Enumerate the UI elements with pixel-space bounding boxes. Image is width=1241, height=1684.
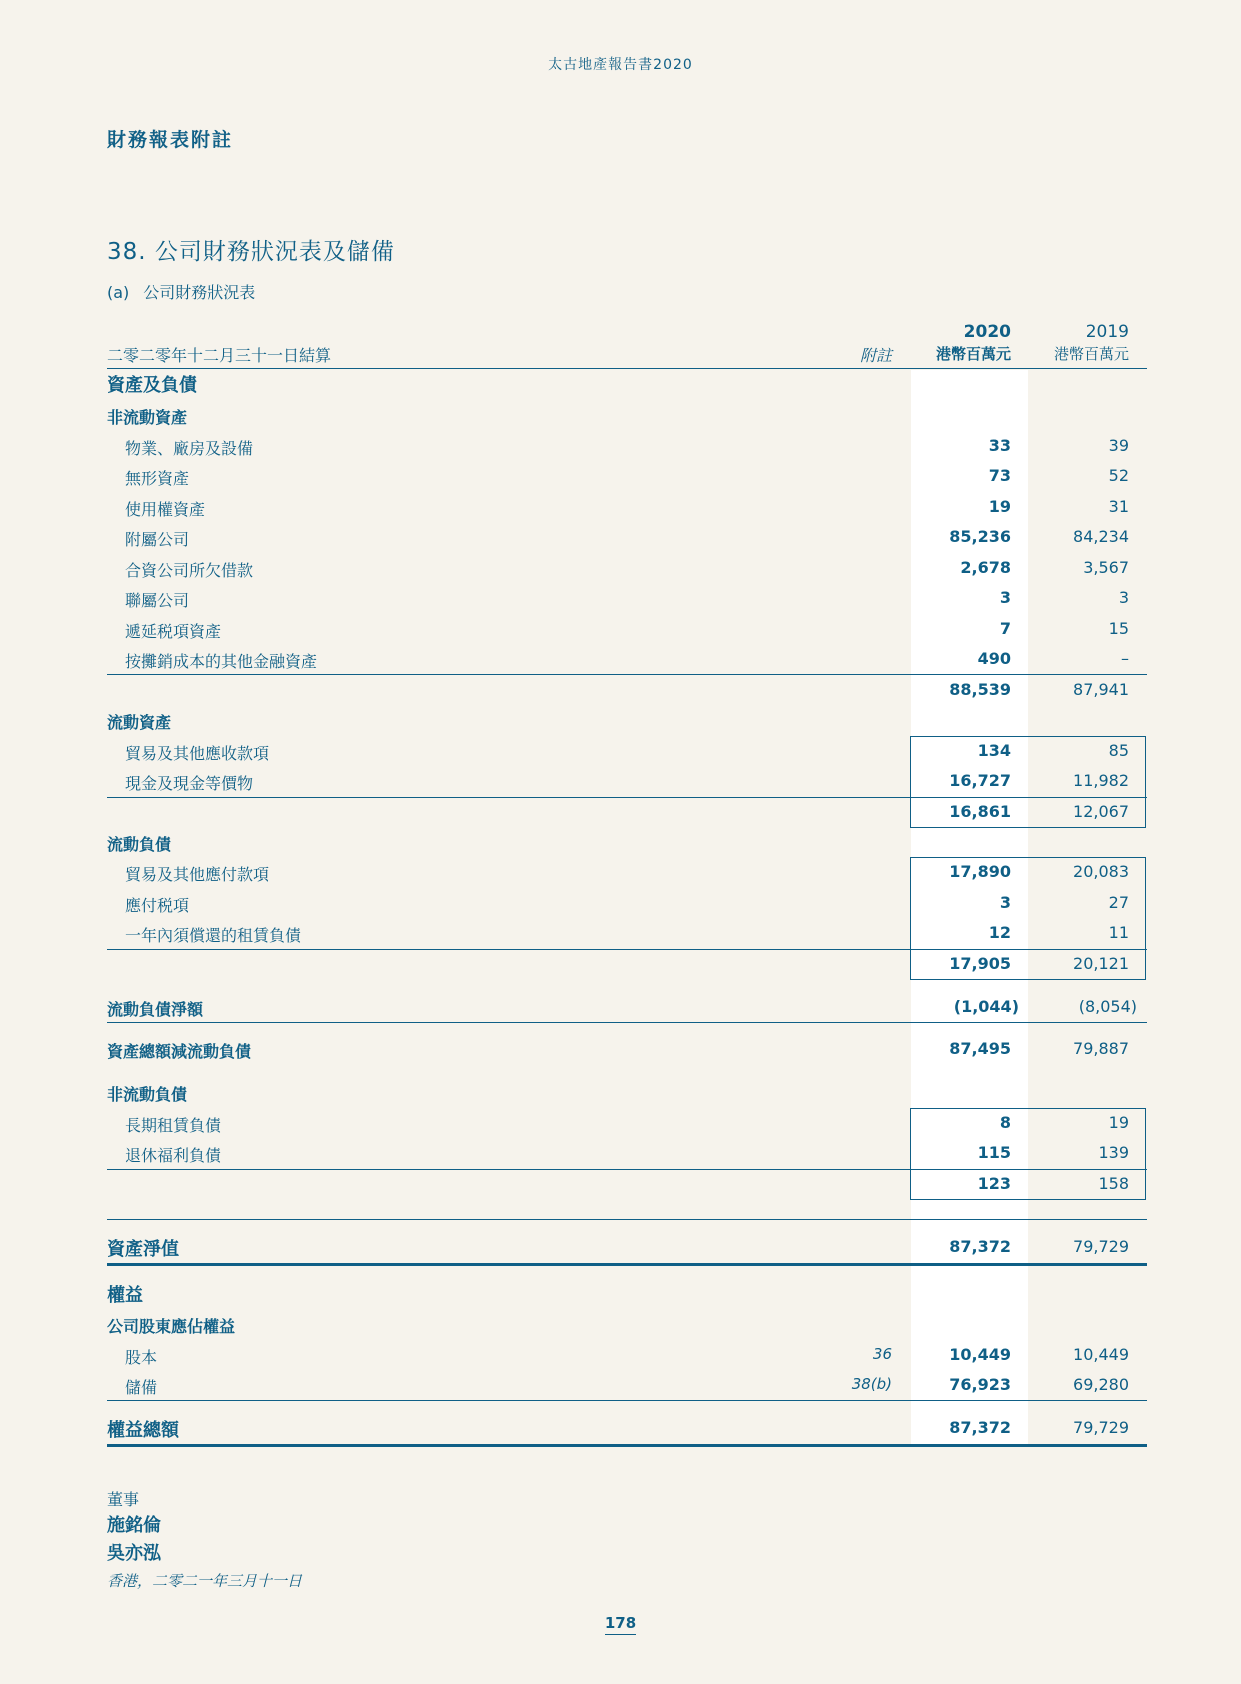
value-prior: – <box>1121 649 1129 668</box>
table-row <box>0 553 1241 583</box>
table-row <box>0 1034 1241 1064</box>
value-current: 16,727 <box>949 771 1011 790</box>
table-row <box>0 766 1241 796</box>
value-current: 88,539 <box>949 680 1011 699</box>
value-prior: 79,729 <box>1073 1418 1129 1437</box>
value-prior: 79,887 <box>1073 1039 1129 1058</box>
value-prior: 11,982 <box>1073 771 1129 790</box>
row-label: 非流動資產 <box>107 408 188 427</box>
table-row <box>0 492 1241 522</box>
page-number-text: 178 <box>605 1614 636 1635</box>
value-current: 115 <box>977 1143 1011 1162</box>
double-rule-line <box>107 1444 1147 1447</box>
row-label: 使用權資產 <box>125 500 206 519</box>
row-label: 公司股東應佔權益 <box>107 1317 236 1336</box>
value-prior: 87,941 <box>1073 680 1129 699</box>
row-label: 合資公司所欠借款 <box>125 561 254 580</box>
row-label: 權益 <box>107 1285 143 1306</box>
value-current: 2,678 <box>960 558 1011 577</box>
value-prior: 69,280 <box>1073 1375 1129 1394</box>
table-row <box>0 1309 1241 1339</box>
value-prior: 84,234 <box>1073 527 1129 546</box>
unit-prior-header: 港幣百萬元 <box>1053 345 1129 363</box>
row-label: 流動負債淨額 <box>107 1000 204 1019</box>
table-row <box>0 583 1241 613</box>
value-prior: 27 <box>1108 893 1129 912</box>
note-ref: 38(b) <box>851 1375 892 1393</box>
row-label: 應付税項 <box>125 896 190 915</box>
value-prior: 158 <box>1098 1174 1129 1193</box>
value-prior: 79,729 <box>1073 1237 1129 1256</box>
value-prior: 20,121 <box>1073 954 1129 973</box>
row-label: 按攤銷成本的其他金融資產 <box>125 652 318 671</box>
row-label: 一年內須償還的租賃負債 <box>125 926 302 945</box>
table-row <box>0 736 1241 766</box>
rule-line <box>107 1219 1147 1220</box>
balance-date-label: 二零二零年十二月三十一日結算 <box>107 346 332 365</box>
table-row <box>0 888 1241 918</box>
row-label: 權益總額 <box>107 1420 179 1441</box>
value-current: 8 <box>999 1113 1011 1132</box>
row-label: 流動負債 <box>107 835 172 854</box>
row-label: 遞延税項資產 <box>125 622 222 641</box>
table-row <box>0 644 1241 674</box>
row-label: 資產淨值 <box>107 1239 179 1260</box>
row-label: 無形資產 <box>125 469 190 488</box>
value-prior: 52 <box>1108 466 1129 485</box>
table-row <box>0 992 1241 1022</box>
value-current: 3 <box>999 893 1011 912</box>
value-prior: 20,083 <box>1073 862 1129 881</box>
sub-title <box>107 280 255 303</box>
row-label: 物業、廠房及設備 <box>125 439 254 458</box>
table-row <box>0 857 1241 887</box>
value-current: 17,905 <box>949 954 1011 973</box>
row-label: 附屬公司 <box>125 530 190 549</box>
row-label: 流動資產 <box>107 713 172 732</box>
table-row <box>0 705 1241 735</box>
value-current: 73 <box>988 466 1011 485</box>
section-title: 財務報表附註 <box>107 129 234 151</box>
row-label: 貿易及其他應付款項 <box>125 865 270 884</box>
value-prior: 139 <box>1098 1143 1129 1162</box>
note-ref: 36 <box>872 1345 892 1363</box>
sub-label: (a) <box>107 283 130 302</box>
row-label: 資產總額減流動負債 <box>107 1042 252 1061</box>
value-current: 33 <box>988 436 1011 455</box>
value-current: 7 <box>999 619 1011 638</box>
row-label: 貿易及其他應收款項 <box>125 744 270 763</box>
note-title-text: 公司財務狀況表及儲備 <box>154 239 395 265</box>
value-current: 134 <box>977 741 1011 760</box>
running-header: 太古地產報告書2020 <box>548 57 693 73</box>
row-label: 資產及負債 <box>107 375 197 396</box>
page-number <box>0 1614 1241 1632</box>
subtotal-row <box>0 949 1241 979</box>
table-row <box>0 827 1241 857</box>
signatory-name: 吳亦泓 <box>107 1543 161 1564</box>
value-prior: 19 <box>1108 1113 1129 1132</box>
value-current: 19 <box>988 497 1011 516</box>
signatory-role: 董事 <box>107 1490 140 1509</box>
value-current: (1,044) <box>953 997 1019 1016</box>
value-prior: 31 <box>1108 497 1129 516</box>
value-current: 85,236 <box>949 527 1011 546</box>
value-current: 12 <box>988 923 1011 942</box>
subtotal-row <box>0 797 1241 827</box>
value-prior: (8,054) <box>1078 997 1137 1016</box>
table-row <box>0 400 1241 430</box>
double-rule-line <box>107 1263 1147 1266</box>
table-row <box>0 614 1241 644</box>
subtotal-row <box>0 1169 1241 1199</box>
value-current: 490 <box>977 649 1011 668</box>
table-row <box>0 522 1241 552</box>
value-prior: 12,067 <box>1073 802 1129 821</box>
row-label: 儲備 <box>125 1378 158 1397</box>
value-prior: 15 <box>1108 619 1129 638</box>
table-row <box>0 1138 1241 1168</box>
rule-line <box>107 1022 1147 1023</box>
row-label: 長期租賃負債 <box>125 1116 222 1135</box>
table-row <box>0 1077 1241 1107</box>
table-row <box>0 461 1241 491</box>
row-label: 現金及現金等價物 <box>125 774 254 793</box>
rule-line <box>107 1400 1147 1401</box>
note-title <box>107 233 395 266</box>
total-row <box>0 1232 1241 1262</box>
year-prior-header: 2019 <box>1085 322 1129 342</box>
row-label: 股本 <box>125 1348 158 1367</box>
value-current: 17,890 <box>949 862 1011 881</box>
year-current-header: 2020 <box>963 322 1011 342</box>
table-row <box>0 368 1241 398</box>
value-prior: 3,567 <box>1083 558 1129 577</box>
note-number: 38. <box>107 239 147 265</box>
table-row <box>0 431 1241 461</box>
subtotal-row <box>0 675 1241 705</box>
row-label: 聯屬公司 <box>125 591 190 610</box>
value-current: 16,861 <box>949 802 1011 821</box>
value-prior: 39 <box>1108 436 1129 455</box>
table-row <box>0 918 1241 948</box>
row-label: 非流動負債 <box>107 1085 188 1104</box>
value-current: 123 <box>977 1174 1011 1193</box>
sub-title-text: 公司財務狀況表 <box>143 283 256 302</box>
value-current: 3 <box>999 588 1011 607</box>
table-row <box>0 1370 1241 1400</box>
value-current: 87,495 <box>949 1039 1011 1058</box>
table-row <box>0 1278 1241 1308</box>
value-current: 76,923 <box>949 1375 1011 1394</box>
table-row <box>0 1340 1241 1370</box>
value-current: 10,449 <box>949 1345 1011 1364</box>
signatory-name: 施銘倫 <box>107 1515 161 1536</box>
row-label: 退休福利負債 <box>125 1146 222 1165</box>
place-date: 香港，二零二一年三月十一日 <box>107 1572 303 1590</box>
unit-current-header: 港幣百萬元 <box>935 345 1011 363</box>
table-row <box>0 1108 1241 1138</box>
value-prior: 3 <box>1118 588 1129 607</box>
value-prior: 10,449 <box>1073 1345 1129 1364</box>
note-column-header: 附註 <box>859 346 892 365</box>
value-current: 87,372 <box>949 1237 1011 1256</box>
value-prior: 11 <box>1108 923 1129 942</box>
total-row <box>0 1413 1241 1443</box>
value-prior: 85 <box>1108 741 1129 760</box>
value-current: 87,372 <box>949 1418 1011 1437</box>
